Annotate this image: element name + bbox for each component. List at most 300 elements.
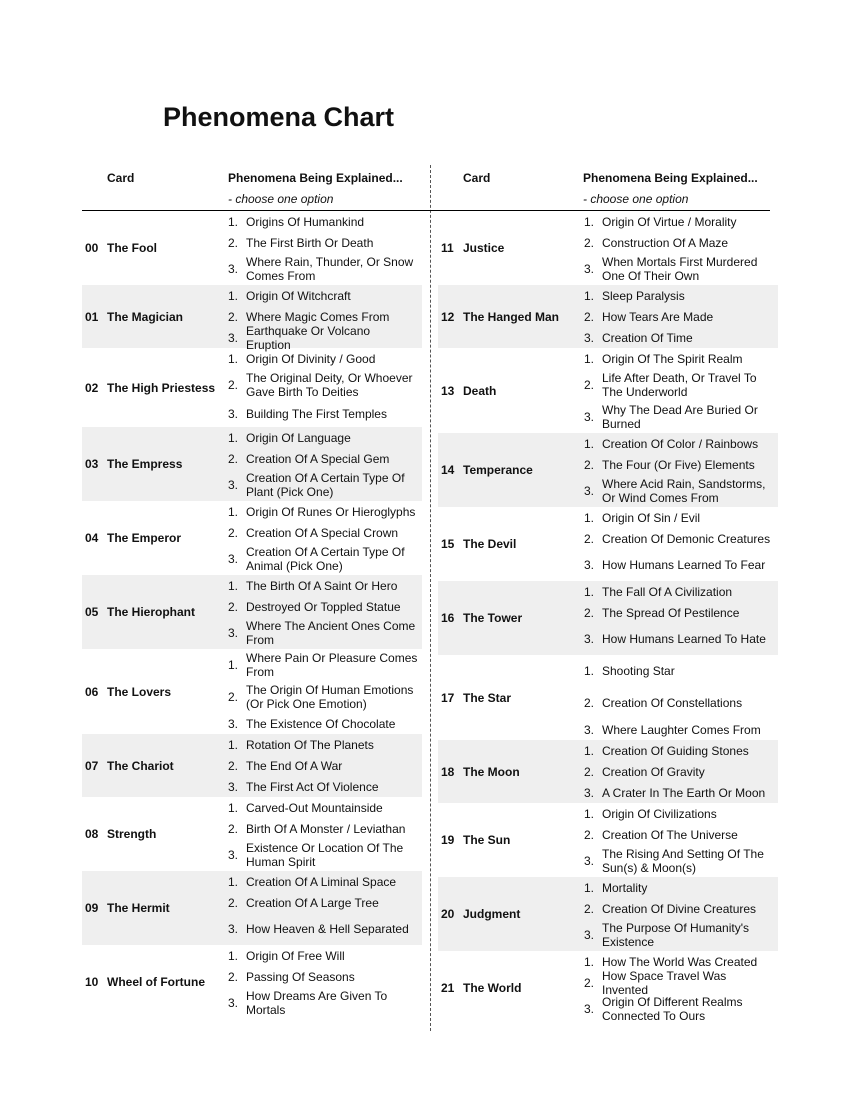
option-number: 3. [228, 626, 239, 640]
option-number: 1. [228, 737, 239, 752]
option-text: Origin Of The Spirit Realm [602, 351, 743, 366]
option-text: How Space Travel Was Invented [602, 968, 727, 997]
option-text: How Heaven & Hell Separated [246, 922, 409, 936]
option-number: 2. [228, 895, 239, 910]
option-text: The Rising And Setting Of The Sun(s) & Moon(s) [602, 847, 764, 875]
phenomena-option [584, 507, 778, 528]
option-text: Creation Of Guiding Stones [602, 743, 749, 758]
option-number: 3. [228, 478, 239, 492]
option-text: Where Pain Or Pleasure Comes From [246, 651, 418, 679]
phenomena-option [228, 522, 422, 543]
phenomena-option [584, 401, 778, 433]
phenomena-option [228, 427, 422, 448]
card-number: 15 [441, 537, 455, 551]
right-column [438, 165, 778, 1025]
phenomena-option [228, 596, 422, 617]
option-number: 1. [584, 954, 595, 969]
card-row [438, 877, 778, 951]
option-number: 1. [228, 288, 239, 303]
phenomena-option [584, 602, 778, 623]
card-row [82, 734, 422, 797]
phenomena-list [228, 945, 422, 1019]
option-text: Where Acid Rain, Sandstorms, Or Wind Comes From [602, 477, 766, 505]
option-number: 1. [584, 436, 595, 451]
card-name: The Magician [107, 309, 184, 324]
card-name: The High Priestess [107, 380, 216, 395]
option-number: 1. [228, 351, 239, 366]
phenomena-list [584, 348, 778, 433]
phenomena-option [584, 919, 778, 951]
card-number: 00 [85, 241, 99, 255]
option-text: Destroyed Or Toppled Statue [246, 599, 401, 614]
card-name: The Devil [463, 537, 517, 551]
card-row [82, 649, 422, 734]
left-header [82, 165, 432, 211]
card-row [438, 655, 778, 740]
option-text: Where Rain, Thunder, Or Snow Comes From [246, 255, 414, 283]
option-number: 2. [584, 531, 595, 546]
phenomena-option [228, 348, 422, 369]
card-cell [82, 734, 228, 797]
option-number: 1. [228, 504, 239, 519]
option-text: How The World Was Created [602, 954, 758, 969]
phenomena-option [584, 623, 778, 655]
phenomena-option [584, 211, 778, 232]
option-number: 2. [228, 309, 239, 324]
option-number: 2. [584, 827, 595, 842]
option-number: 3. [228, 779, 239, 794]
phenomena-option [584, 528, 778, 549]
option-number: 3. [228, 848, 239, 862]
option-text: Origin Of Runes Or Hieroglyphs [246, 504, 416, 519]
option-text: How Tears Are Made [602, 309, 714, 324]
phenomena-option [584, 719, 778, 740]
phenomena-list [228, 797, 422, 871]
choose-option-note: - choose one option [583, 192, 689, 206]
phenomena-option [228, 945, 422, 966]
option-number: 1. [228, 948, 239, 963]
option-text: The Origin Of Human Emotions (Or Pick One Emotion) [246, 683, 414, 711]
option-number: 2. [584, 901, 595, 916]
card-cell [82, 501, 228, 575]
option-number: 2. [228, 821, 239, 836]
card-number: 06 [85, 684, 99, 699]
card-row [438, 740, 778, 803]
card-cell [82, 575, 228, 649]
phenomena-list [584, 285, 778, 348]
option-number: 2. [584, 378, 595, 392]
option-number: 3. [584, 484, 595, 498]
card-row [82, 285, 422, 352]
option-text: Carved-Out Mountainside [246, 800, 383, 815]
phenomena-list [584, 581, 778, 655]
option-number: 3. [584, 1002, 595, 1016]
phenomena-option [584, 803, 778, 824]
option-text: Where Laughter Comes From [602, 722, 761, 737]
option-text: Building The First Temples [246, 407, 387, 421]
phenomena-option [228, 987, 422, 1019]
option-text: The First Birth Or Death [246, 235, 374, 250]
phenomena-option [228, 649, 422, 681]
option-text: Origin Of Different Realms Connected To Ours [602, 995, 743, 1023]
card-name: The Lovers [107, 684, 172, 699]
option-number: 1. [584, 584, 595, 599]
option-number: 2. [228, 758, 239, 773]
phenomena-option [584, 655, 778, 687]
card-row [82, 945, 422, 1019]
option-text: How Humans Learned To Hate [602, 632, 766, 646]
option-text: Where The Ancient Ones Come From [246, 619, 416, 647]
option-number: 1. [584, 288, 595, 303]
phenomena-option [228, 401, 422, 427]
option-number: 3. [228, 262, 239, 276]
card-cell [82, 649, 228, 734]
option-text: The Purpose Of Humanity's Existence [602, 921, 750, 949]
option-number: 3. [584, 785, 595, 800]
option-number: 3. [228, 552, 239, 566]
option-text: Existence Or Location Of The Human Spirit [246, 841, 404, 869]
card-row [82, 211, 422, 285]
left-column [82, 165, 432, 1019]
card-number: 18 [441, 764, 455, 779]
card-cell [438, 581, 584, 655]
phenomena-option [228, 966, 422, 987]
option-text: Creation Of A Liminal Space [246, 874, 397, 889]
card-name: Death [463, 383, 497, 398]
option-number: 3. [584, 632, 595, 646]
card-number: 02 [85, 380, 99, 395]
phenomena-header: Phenomena Being Explained... [583, 171, 758, 185]
phenomena-list [584, 655, 778, 740]
phenomena-option [228, 323, 422, 352]
phenomena-option [584, 348, 778, 369]
phenomena-list [584, 507, 778, 581]
card-cell [438, 803, 584, 877]
phenomena-option [584, 581, 778, 602]
option-text: Birth Of A Monster / Leviathan [246, 821, 406, 836]
phenomena-option [228, 232, 422, 253]
card-number: 10 [85, 975, 99, 989]
card-number: 19 [441, 833, 455, 847]
card-name: Strength [107, 827, 157, 841]
phenomena-list [228, 734, 422, 797]
phenomena-option [228, 871, 422, 892]
card-number: 11 [441, 241, 454, 255]
option-text: Creation Of Demonic Creatures [602, 531, 771, 546]
option-text: Origin Of Language [246, 430, 351, 445]
card-number: 08 [85, 827, 99, 841]
option-number: 3. [228, 922, 239, 936]
phenomena-option [228, 734, 422, 755]
phenomena-list [584, 803, 778, 877]
card-cell [438, 433, 584, 507]
phenomena-option [228, 543, 422, 575]
option-text: Creation Of A Special Crown [246, 525, 399, 540]
option-text: Earthquake Or Volcano Eruption [246, 323, 371, 352]
option-number: 1. [584, 880, 595, 895]
option-text: Creation Of A Large Tree [246, 895, 379, 910]
option-text: Why The Dead Are Buried Or Burned [602, 403, 758, 431]
option-number: 1. [228, 430, 239, 445]
phenomena-option [584, 993, 778, 1025]
phenomena-option [584, 740, 778, 761]
card-cell [438, 285, 584, 348]
option-text: The Birth Of A Saint Or Hero [246, 578, 398, 593]
card-row [438, 951, 778, 1025]
option-number: 1. [228, 874, 239, 889]
phenomena-option [584, 761, 778, 782]
option-text: Life After Death, Or Travel To The Underworld [602, 371, 757, 399]
card-name: The Sun [463, 833, 511, 847]
card-number: 07 [85, 758, 99, 773]
phenomena-option [584, 232, 778, 253]
phenomena-list [228, 649, 422, 734]
card-cell [438, 655, 584, 740]
phenomena-option [584, 433, 778, 454]
card-row [438, 211, 778, 285]
phenomena-list [584, 433, 778, 507]
phenomena-option [584, 549, 778, 581]
card-name: The Empress [107, 457, 183, 471]
phenomena-option [584, 968, 778, 997]
card-cell [82, 427, 228, 501]
card-row [82, 427, 422, 501]
phenomena-option [228, 797, 422, 818]
phenomena-option [228, 211, 422, 232]
option-number: 2. [584, 696, 595, 710]
card-name: The World [463, 981, 522, 995]
card-cell [82, 797, 228, 871]
card-row [438, 507, 778, 581]
card-row [82, 871, 422, 945]
option-number: 3. [228, 407, 239, 421]
phenomena-option [584, 782, 778, 803]
phenomena-option [228, 285, 422, 306]
option-number: 3. [228, 330, 239, 345]
card-cell [82, 211, 228, 285]
option-text: The Existence Of Chocolate [246, 716, 396, 731]
phenomena-option [584, 845, 778, 877]
card-number: 12 [441, 309, 455, 324]
card-number: 16 [441, 611, 455, 625]
card-cell [82, 871, 228, 945]
card-number: 01 [85, 309, 99, 324]
option-number: 2. [228, 599, 239, 614]
phenomena-option [584, 285, 778, 306]
option-number: 2. [228, 969, 239, 984]
option-number: 2. [584, 235, 595, 250]
option-number: 2. [228, 378, 239, 392]
left-rows [82, 211, 432, 1019]
card-row [438, 285, 778, 348]
card-name: The Fool [107, 241, 157, 255]
option-number: 1. [584, 214, 595, 229]
card-name: Temperance [463, 463, 533, 477]
phenomena-option [584, 877, 778, 898]
phenomena-option [228, 755, 422, 776]
option-number: 3. [584, 410, 595, 424]
option-number: 3. [584, 558, 595, 572]
card-number: 09 [85, 901, 99, 915]
phenomena-option [228, 681, 422, 713]
phenomena-option [228, 818, 422, 839]
card-row [438, 803, 778, 877]
phenomena-list [584, 951, 778, 1025]
option-number: 3. [584, 854, 595, 868]
option-text: Origin Of Divinity / Good [246, 351, 376, 366]
option-number: 3. [228, 996, 239, 1010]
phenomena-list [228, 427, 422, 501]
card-name: Justice [463, 241, 505, 255]
option-number: 1. [584, 664, 595, 678]
phenomena-option [584, 253, 778, 285]
card-row [82, 575, 422, 649]
option-text: Construction Of A Maze [602, 235, 729, 250]
card-name: The Hanged Man [463, 309, 560, 324]
card-cell [438, 951, 584, 1025]
card-cell [438, 348, 584, 433]
option-number: 2. [584, 975, 595, 990]
card-cell [438, 740, 584, 803]
card-name: Judgment [463, 907, 521, 921]
card-name: The Star [463, 690, 512, 705]
option-text: Origin Of Witchcraft [246, 288, 351, 303]
option-text: Mortality [602, 880, 648, 895]
option-text: Creation Of Divine Creatures [602, 901, 757, 916]
phenomena-option [584, 824, 778, 845]
phenomena-option [228, 253, 422, 285]
option-text: The Spread Of Pestilence [602, 605, 740, 620]
phenomena-option [584, 898, 778, 919]
card-number: 17 [441, 690, 455, 705]
right-rows [438, 211, 778, 1025]
phenomena-option [228, 501, 422, 522]
card-name: The Hierophant [107, 605, 196, 619]
phenomena-option [584, 454, 778, 475]
option-number: 2. [228, 690, 239, 704]
option-number: 2. [228, 451, 239, 466]
option-number: 1. [228, 658, 239, 672]
option-text: How Dreams Are Given To Mortals [246, 989, 388, 1017]
card-row [438, 433, 778, 507]
option-text: Creation Of Color / Rainbows [602, 436, 759, 451]
option-number: 1. [584, 743, 595, 758]
card-number: 20 [441, 907, 455, 921]
option-number: 3. [228, 716, 239, 731]
card-row [82, 501, 422, 575]
phenomena-list [228, 501, 422, 575]
card-row [82, 348, 422, 427]
card-cell [438, 211, 584, 285]
option-text: Creation Of The Universe [602, 827, 738, 842]
phenomena-header: Phenomena Being Explained... [228, 171, 403, 185]
card-name: The Emperor [107, 531, 182, 545]
option-text: Creation Of A Certain Type Of Animal (Pick One) [246, 545, 405, 573]
card-number: 03 [85, 457, 99, 471]
option-text: The Fall Of A Civilization [602, 584, 733, 599]
phenomena-list [228, 871, 422, 945]
card-row [82, 797, 422, 871]
phenomena-option [228, 913, 422, 945]
option-text: A Crater In The Earth Or Moon [602, 785, 766, 800]
option-text: Rotation Of The Planets [246, 737, 374, 752]
card-number: 04 [85, 531, 99, 545]
phenomena-list [584, 740, 778, 803]
option-number: 2. [584, 457, 595, 472]
phenomena-option [228, 617, 422, 649]
phenomena-list [228, 348, 422, 427]
card-row [438, 348, 778, 433]
option-number: 1. [228, 214, 239, 229]
option-text: Creation Of Constellations [602, 696, 743, 710]
option-number: 1. [584, 510, 595, 525]
card-name: The Hermit [107, 901, 170, 915]
phenomena-option [228, 776, 422, 797]
option-text: The End Of A War [246, 758, 343, 773]
option-text: The Four (Or Five) Elements [602, 457, 755, 472]
option-number: 1. [228, 578, 239, 593]
option-number: 2. [584, 309, 595, 324]
card-number: 14 [441, 463, 455, 477]
option-text: How Humans Learned To Fear [602, 558, 766, 572]
option-number: 3. [584, 330, 595, 345]
phenomena-option [584, 369, 778, 401]
option-text: Origin Of Civilizations [602, 806, 717, 821]
card-row [438, 581, 778, 655]
option-text: Origin Of Virtue / Morality [602, 214, 737, 229]
option-text: Creation Of Time [602, 330, 693, 345]
phenomena-option [584, 327, 778, 348]
phenomena-list [228, 285, 422, 352]
option-text: Origin Of Free Will [246, 948, 345, 963]
phenomena-option [584, 306, 778, 327]
option-text: The Original Deity, Or Whoever Gave Birth To Deities [246, 371, 413, 399]
option-text: Shooting Star [602, 664, 675, 678]
option-number: 2. [584, 764, 595, 779]
card-cell [82, 348, 228, 427]
card-number: 13 [441, 383, 455, 398]
option-number: 1. [228, 800, 239, 815]
phenomena-option [584, 687, 778, 719]
phenomena-option [228, 369, 422, 401]
card-number: 21 [441, 981, 455, 995]
option-text: Origin Of Sin / Evil [602, 510, 701, 525]
page-title: Phenomena Chart [163, 102, 395, 132]
card-number: 05 [85, 605, 99, 619]
option-number: 2. [228, 525, 239, 540]
phenomena-option [228, 448, 422, 469]
phenomena-option [584, 475, 778, 507]
card-name: The Moon [463, 764, 520, 779]
phenomena-option [228, 713, 422, 734]
card-header: Card [463, 171, 491, 185]
option-text: Creation Of A Special Gem [246, 451, 390, 466]
choose-option-note: - choose one option [228, 192, 334, 206]
option-number: 3. [584, 722, 595, 737]
option-number: 2. [228, 235, 239, 250]
option-number: 3. [584, 262, 595, 276]
card-cell [82, 945, 228, 1019]
card-cell [82, 285, 228, 348]
option-text: The First Act Of Violence [246, 779, 379, 794]
phenomena-option [228, 469, 422, 501]
phenomena-option [228, 575, 422, 596]
option-text: Sleep Paralysis [602, 288, 685, 303]
option-text: Where Magic Comes From [246, 309, 390, 324]
option-text: Creation Of A Certain Type Of Plant (Pick One) [246, 471, 405, 499]
card-header: Card [107, 171, 135, 185]
phenomena-list [228, 575, 422, 649]
